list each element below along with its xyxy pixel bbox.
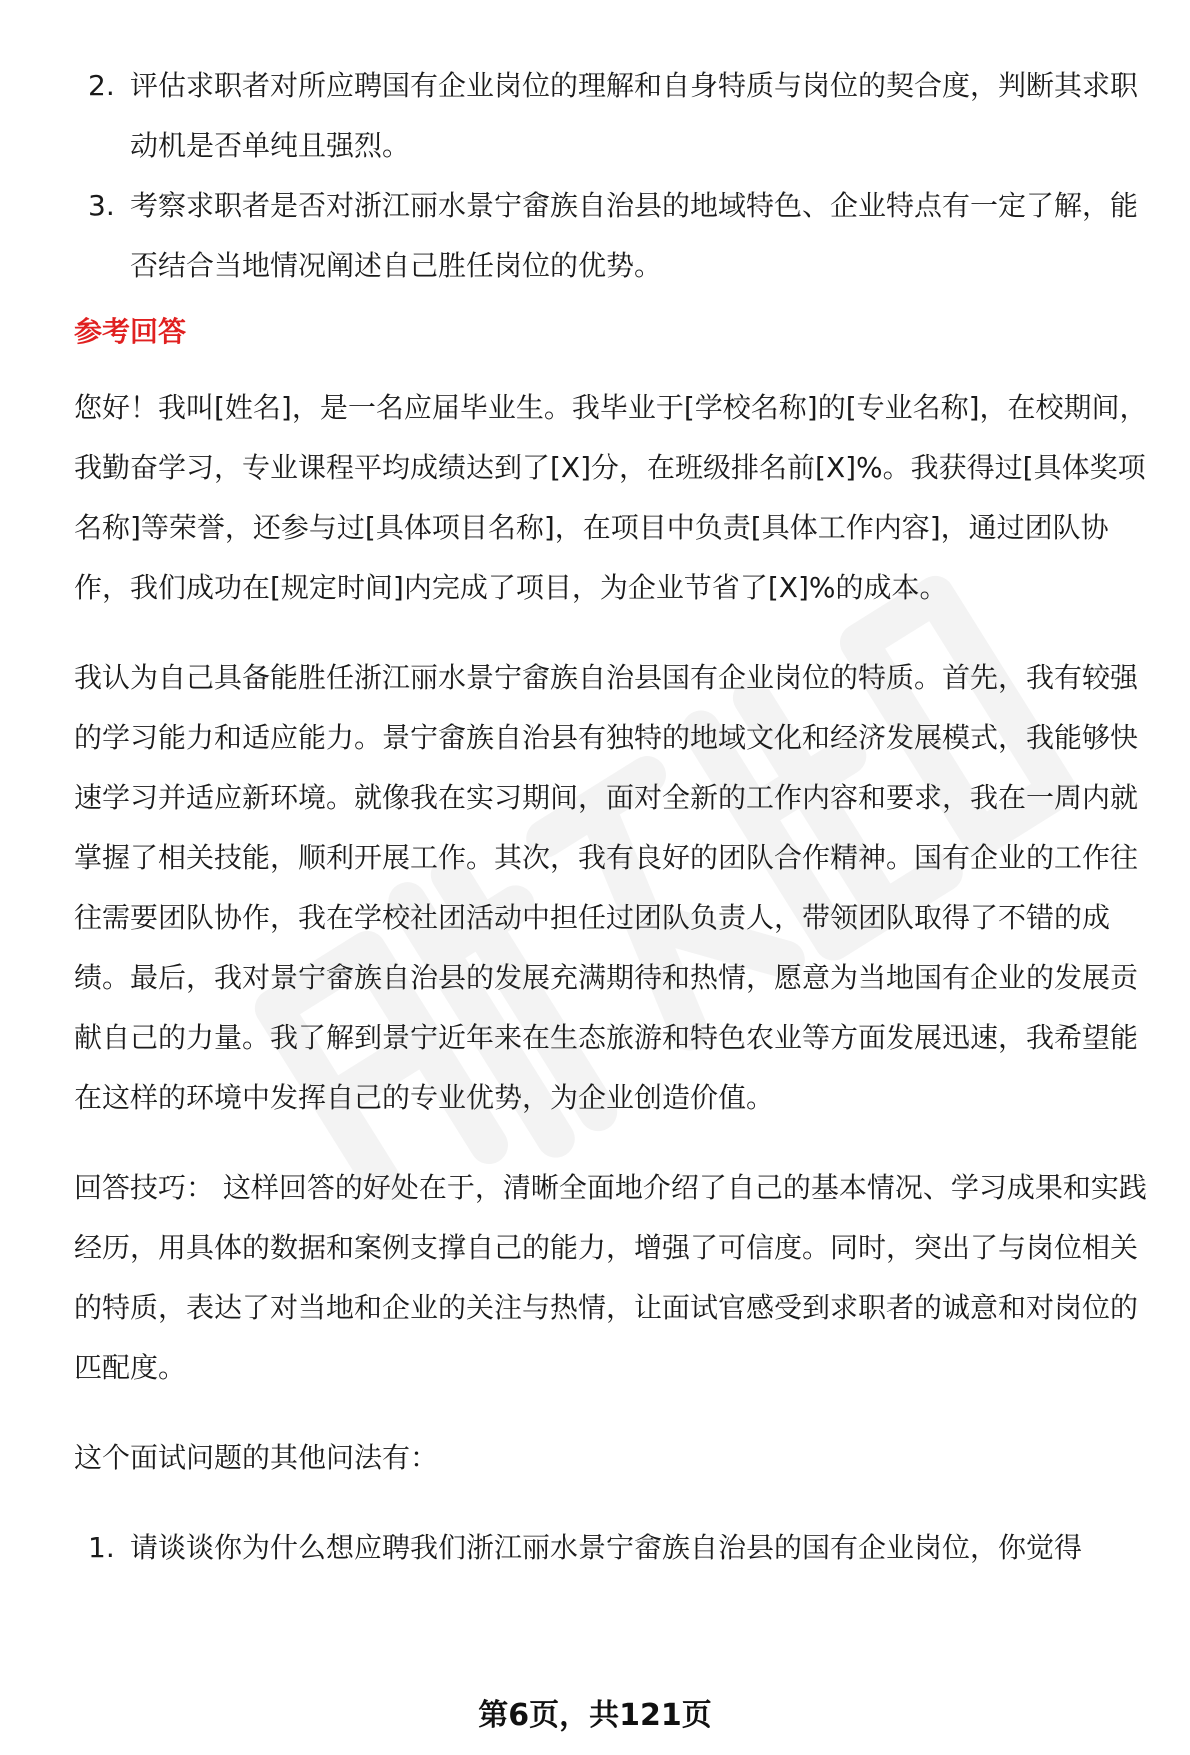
list-item xyxy=(88,1518,1164,1578)
answer-section-title: 参考回答 xyxy=(74,315,187,348)
list-text: 考察求职者是否对浙江丽水景宁畲族自治县的地域特色、企业特点有一定了解，能否结合当地情况阐述自己胜任岗位的优势。 xyxy=(130,189,1139,282)
answer-tips: 回答技巧： 这样回答的好处在于，清晰全面地介绍了自己的基本情况、学习成果和实践经历，用具体的数据和案例支撑自己的能力，增强了可信度。同时，突出了与岗位相关的特质，表达了对当地和企业的关注与热情，让面试官感受到求职者的诚意和对岗位的匹配度。 xyxy=(74,1171,1147,1384)
list-item xyxy=(88,176,1164,296)
list-number: 1. xyxy=(88,1531,115,1564)
answer-paragraph-qualities: 我认为自己具备能胜任浙江丽水景宁畲族自治县国有企业岗位的特质。首先，我有较强的学习能力和适应能力。景宁畲族自治县有独特的地域文化和经济发展模式，我能够快速学习并适应新环境。就像我在实习期间，面对全新的工作内容和要求，我在一周内就掌握了相关技能，顺利开展工作。其次，我有良好的团队合作精神。国有企业的工作往往需要团队协作，我在学校社团活动中担任过团队负责人，带领团队取得了不错的成绩。最后，我对景宁畲族自治县的发展充满期待和热情，愿意为当地国有企业的发展贡献自己的力量。我了解到景宁近年来在生态旅游和特色农业等方面发展迅速，我希望能在这样的环境中发挥自己的专业优势，为企业创造价值。 xyxy=(74,661,1139,1114)
other-ways-list xyxy=(74,1518,1164,1578)
evaluation-goals-list xyxy=(74,56,1164,296)
document-body xyxy=(74,56,1164,1578)
list-number: 2. xyxy=(88,69,115,102)
answer-paragraph-intro: 您好！我叫[姓名]，是一名应届毕业生。我毕业于[学校名称]的[专业名称]，在校期间，我勤奋学习，专业课程平均成绩达到了[X]分，在班级排名前[X]%。我获得过[具体奖项名称]等荣誉，还参与过[具体项目名称]，在项目中负责[具体工作内容]，通过团队协作，我们成功在[规定时间]内完成了项目，为企业节省了[X]%的成本。 xyxy=(74,391,1148,604)
other-ways-intro: 这个面试问题的其他问法有： xyxy=(74,1441,439,1474)
list-text: 评估求职者对所应聘国有企业岗位的理解和自身特质与岗位的契合度，判断其求职动机是否单纯且强烈。 xyxy=(130,69,1139,162)
list-number: 3. xyxy=(88,189,115,222)
list-item xyxy=(88,56,1164,176)
list-text: 请谈谈你为什么想应聘我们浙江丽水景宁畲族自治县的国有企业岗位，你觉得 xyxy=(130,1531,1083,1564)
page-footer: 第6页，共121页 xyxy=(478,1698,712,1733)
